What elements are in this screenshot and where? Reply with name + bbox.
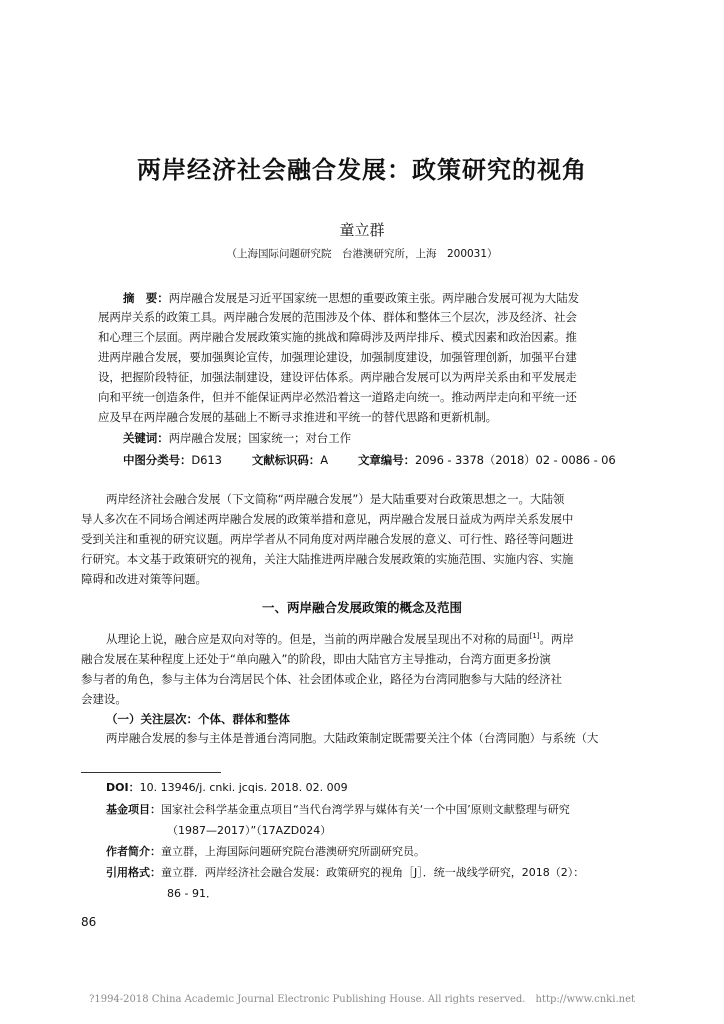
subsection-heading: （一）关注层次：个体、群体和整体 [106, 712, 290, 726]
section-body-text: 从理论上说，融合应是双向对等的。但是，当前的两岸融合发展呈现出不对称的局面 [106, 632, 530, 646]
clc-label: 中图分类号： [123, 453, 192, 467]
keywords-line [123, 430, 351, 446]
doc-code-label: 文献标识码： [251, 453, 321, 467]
article-number-label: 文章编号： [358, 453, 415, 467]
fund-line-continued: （1987—2017）”（17AZD024） [167, 824, 332, 837]
abstract-line: 进两岸融合发展，要加强舆论宣传，加强理论建设，加强制度建设，加强管理创新，加强平台建 [98, 350, 577, 364]
paper-title: 两岸经济社会融合发展：政策研究的视角 [137, 156, 587, 184]
intro-line: 两岸经济社会融合发展（下文简称“两岸融合发展”）是大陆重要对台政策思想之一。大陆领 [106, 492, 565, 506]
author-bio-value: 童立群，上海国际问题研究院台港澳研究所副研究员。 [161, 845, 425, 858]
citation-format-value: 童立群．两岸经济社会融合发展：政策研究的视角［J］．统一战线学研究，2018（2）： [161, 866, 585, 879]
page-number: 86 [81, 915, 97, 929]
article-number-value: 2096 - 3378（2018）02 - 0086 - 06 [415, 453, 616, 467]
intro-line: 障碍和改进对策等问题。 [81, 572, 207, 586]
copyright-footer: ?1994-2018 China Academic Journal Electronic Publishing House. All rights reserved. http://www.cnki.net [88, 994, 635, 1005]
doi-line [106, 779, 348, 795]
abstract-line: 展两岸关系的政策工具。两岸融合发展的范围涉及个体、群体和整体三个层次，涉及经济、社会 [98, 310, 577, 324]
section-body-text: 。两岸 [539, 632, 574, 646]
abstract-line [123, 290, 579, 306]
section-heading: 一、两岸融合发展政策的概念及范围 [261, 600, 462, 615]
section-body-line: 参与者的角色，参与主体为台湾居民个体、社会团体或企业，路径为台湾同胞参与大陆的经济社 [81, 672, 562, 686]
subsection-body-line: 两岸融合发展的参与主体是普通台湾同胞。大陆政策制定既需要关注个体（台湾同胞）与系统（大 [106, 731, 599, 745]
doi-label: DOI： [106, 781, 140, 794]
abstract-line: 和心理三个层面。两岸融合发展政策实施的挑战和障碍涉及两岸排斥、模式因素和政治因素。推 [98, 330, 577, 344]
abstract-line: 设，把握阶段特征，加强法制建设，建设评估体系。两岸融合发展可以为两岸关系由和平发展走 [98, 370, 577, 384]
fund-label: 基金项目： [106, 803, 161, 816]
fund-value: 国家社会科学基金重点项目“当代台湾学界与媒体有关‘一个中国’原则文献整理与研究 [161, 803, 570, 816]
author-bio-label: 作者简介： [106, 845, 161, 858]
abstract-line: 向和平统一创造条件，但并不能保证两岸必然沿着这一道路走向统一。推动两岸走向和平统一还 [98, 390, 577, 404]
keywords-label: 关键词： [123, 431, 169, 445]
abstract-label: 摘 要： [123, 291, 169, 305]
doc-code-value: A [320, 453, 328, 467]
section-body-line: 会建设。 [81, 692, 127, 706]
fund-line [106, 801, 570, 817]
keywords-value: 两岸融合发展；国家统一；对台工作 [168, 431, 352, 445]
section-body-line [106, 631, 574, 647]
author-name: 童立群 [339, 221, 385, 239]
citation-format-line [106, 864, 584, 880]
intro-line: 导人多次在不同场合阐述两岸融合发展的政策举措和意见，两岸融合发展日益成为两岸关系发展中 [81, 512, 574, 526]
abstract-text: 两岸融合发展是习近平国家统一思想的重要政策主张。两岸融合发展可视为大陆发 [168, 291, 580, 305]
citation-mark[interactable]: [1] [529, 632, 540, 640]
footnote-divider [81, 772, 221, 773]
clc-value: D613 [191, 453, 222, 467]
classification-line [123, 452, 616, 468]
intro-line: 行研究。本文基于政策研究的视角，关注大陆推进两岸融合发展政策的实施范围、实施内容、实施 [81, 552, 574, 566]
intro-line: 受到关注和重视的研究议题。两岸学者从不同角度对两岸融合发展的意义、可行性、路径等问题进 [81, 532, 574, 546]
citation-format-continued: 86 - 91． [167, 887, 217, 900]
doi-value[interactable]: 10. 13946/j. cnki. jcqis. 2018. 02. 009 [139, 781, 348, 794]
abstract-line: 应及早在两岸融合发展的基础上不断寻求推进和平统一的替代思路和更新机制。 [98, 410, 497, 424]
citation-format-label: 引用格式： [106, 866, 161, 879]
section-body-line: 融合发展在某种程度上还处于“单向融入”的阶段，即由大陆官方主导推动，台湾方面更多扮演 [81, 652, 551, 666]
author-bio-line [106, 843, 425, 859]
author-affiliation: （上海国际问题研究院 台港澳研究所，上海 200031） [226, 248, 498, 260]
